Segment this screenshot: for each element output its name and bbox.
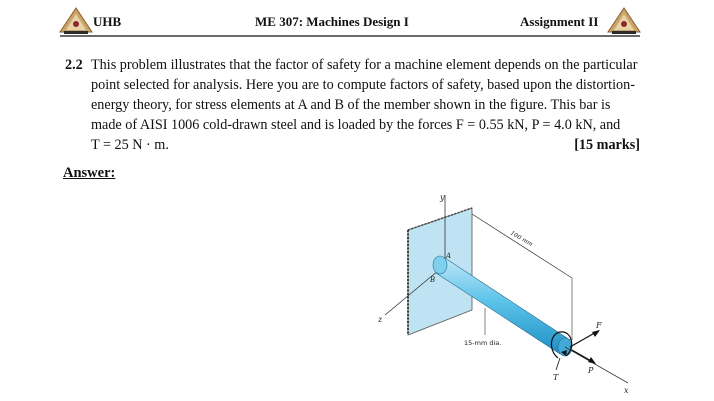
institution-name: UHB: [93, 14, 122, 29]
header-divider: [60, 35, 640, 37]
assignment-title: Assignment II: [520, 14, 599, 29]
marks-label: [15 marks]: [574, 137, 640, 153]
point-a-label: A: [446, 252, 452, 260]
problem-line: This problem illustrates that the factor of safety for a machine element depends on the particular: [91, 57, 638, 73]
force-p-label: P: [588, 366, 594, 375]
torque-t-label: T: [553, 373, 559, 382]
length-dimension-line: [472, 214, 572, 278]
problem-text: [91, 55, 641, 155]
problem-line: made of AISI 1006 cold-drawn steel and is loaded by the forces F = 0.55 kN, P = 4.0 kN, and: [91, 117, 621, 133]
university-logo-icon: [58, 6, 94, 36]
problem-line: energy theory, for stress elements at A and B of the member shown in the figure. This bar is: [91, 97, 611, 113]
length-dimension-label: 100 mm: [509, 229, 534, 249]
z-axis-label: z: [378, 315, 383, 324]
course-title: ME 307: Machines Design I: [255, 14, 409, 29]
point-b-label: B: [430, 276, 436, 284]
problem-line: T = 25 N · m.: [91, 137, 169, 153]
y-axis-label: y: [440, 193, 445, 202]
university-logo-icon: [606, 6, 642, 36]
diameter-label: 15-mm dia.: [464, 339, 502, 347]
problem-line: point selected for analysis. Here you are to compute factors of safety, based upon the distortion-: [91, 77, 635, 93]
force-f-label: F: [596, 321, 602, 330]
problem-number: 2.2: [65, 57, 83, 73]
bar-root-end: [433, 256, 447, 274]
x-axis-label: x: [624, 386, 629, 395]
document-header: [0, 0, 714, 40]
cantilever-bar-figure: [360, 190, 650, 401]
answer-heading: Answer:: [63, 165, 116, 181]
x-axis: [565, 347, 628, 383]
